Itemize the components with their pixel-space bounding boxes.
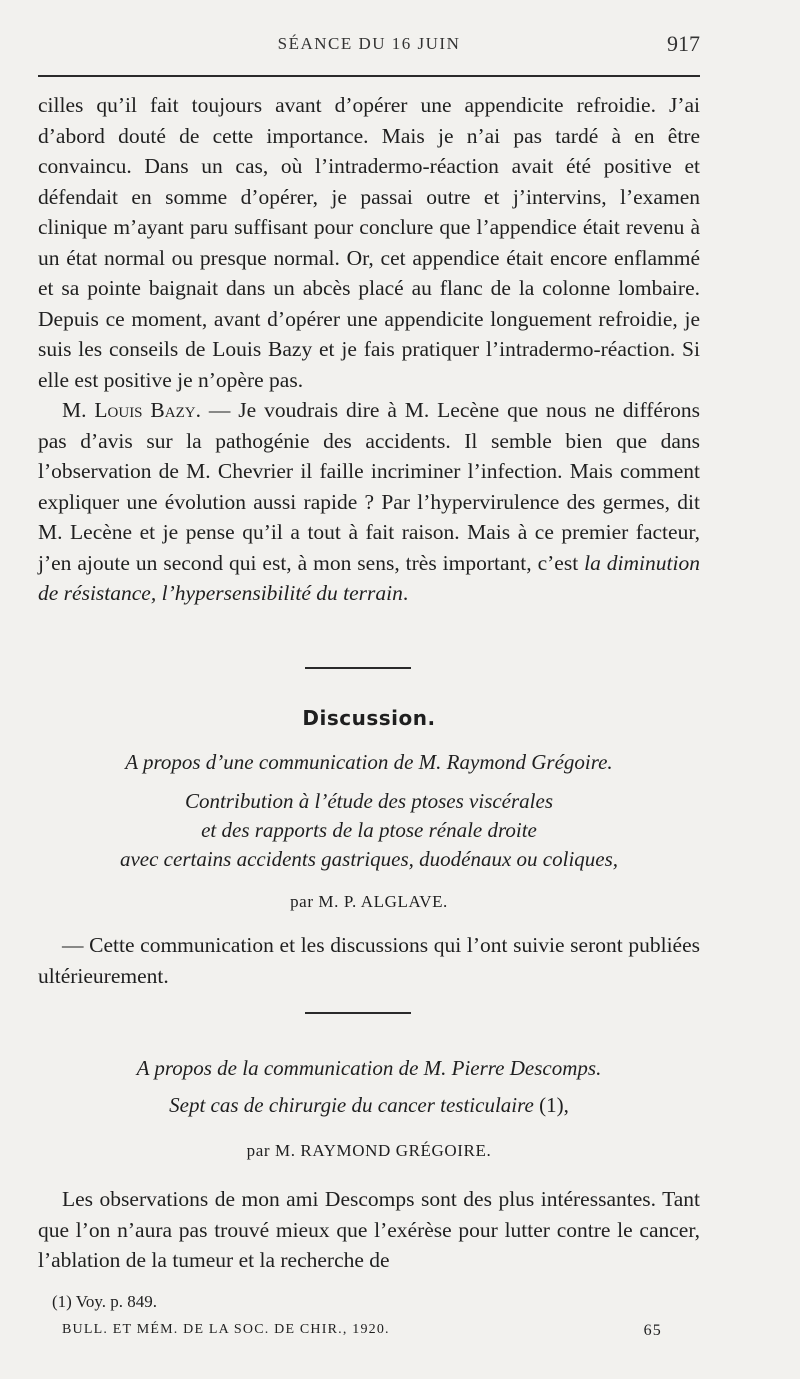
- discussion-note: — Cette communication et les discussions qui l’ont suivie seront publiées ultérieurement.: [38, 933, 700, 988]
- paragraph-continued: cilles qu’il fait toujours avant d’opérer une appendicite refroidie. J’ai d’abord douté de cette importance. Mais je n’ai pas tardé à en être convaincu. Dans un cas, où l’intradermo-réaction avait été positive et défendait en somme d’opérer, je passai outre et j’intervins, l’examen clinique m’ayant paru suffisant pour conclure que l’appendice était revenu à un état normal ou presque normal. Or, cet appendice était encore enflammé et sa pointe baignait dans un abcès placé au flanc de la colonne lombaire. Depuis ce moment, avant d’opérer une appendicite longuement refroidie, je suis les conseils de Louis Bazy et je fais pratiquer l’intradermo-réaction. Si elle est positive je n’opère pas.: [38, 93, 700, 392]
- section2-paragraph: Les observations de mon ami Descomps sont des plus intéressantes. Tant que l’on n’aura pas trouvé mieux que l’exérèse pour lutter contre le cancer, l’ablation de la tumeur et la recherche de: [38, 1187, 700, 1272]
- discussion-title-line-2: et des rapports de la ptose rénale droite: [201, 818, 537, 842]
- discussion-title-line-3: avec certains accidents gastriques, duodénaux ou coliques,: [119, 847, 619, 871]
- discussion-subheading: A propos d’une communication de M. Raymond Grégoire.: [125, 750, 613, 774]
- section2-title: [38, 1093, 700, 1118]
- signature-mark: 65: [643, 1322, 662, 1339]
- page-footer: [62, 1322, 662, 1338]
- speaker-prefix: M.: [62, 398, 95, 422]
- discussion-byline: par M. P. ALGLAVE.: [290, 892, 448, 911]
- footnote: (1) Voy. p. 849.: [52, 1292, 157, 1311]
- paragraph-text: . — Je voudrais dire à M. Lecène que nous ne différons pas d’avis sur la pathogénie des accidents. Il semble bien que dans l’observation de M. Chevrier il faille incriminer l’infection. Mais comment expliquer une évolution aussi rapide ? Par l’hypervirulence des germes, dit M. Lecène et je pense qu’il a tout à fait raison. Mais à ce premier facteur, j’en ajoute un second qui est, à mon sens, très important, c’est: [38, 398, 700, 575]
- section2-subheading: A propos de la communication de M. Pierre Descomps.: [136, 1056, 602, 1080]
- running-title: SÉANCE DU 16 JUIN: [277, 34, 461, 53]
- header-rule: [38, 75, 700, 77]
- paragraph-louis-bazy: [38, 395, 700, 609]
- paragraph-emphasis: la diminution de résistance, l’hypersensibilité du terrain: [38, 550, 700, 605]
- section2-byline: par M. RAYMOND GRÉGOIRE.: [246, 1141, 492, 1160]
- discussion-title-line-1: Contribution à l’étude des ptoses viscérales: [184, 789, 554, 813]
- bulletin-reference: BULL. ET MÉM. DE LA SOC. DE CHIR., 1920.: [62, 1322, 390, 1337]
- footnote-reference: (1),: [533, 1093, 569, 1117]
- page-header: [38, 31, 700, 64]
- paragraph-end: .: [402, 581, 409, 605]
- body-block-2: [38, 930, 700, 991]
- body-block-3: [38, 1184, 700, 1276]
- section2-title-main: Sept cas de chirurgie du cancer testiculaire: [169, 1093, 534, 1117]
- discussion-heading: Discussion.: [302, 706, 436, 730]
- section-separator-2: [305, 1012, 411, 1014]
- speaker-name: Louis Bazy: [94, 398, 196, 422]
- body-block-1: [38, 90, 700, 609]
- section-separator: [305, 667, 411, 669]
- page-number: 917: [667, 31, 700, 56]
